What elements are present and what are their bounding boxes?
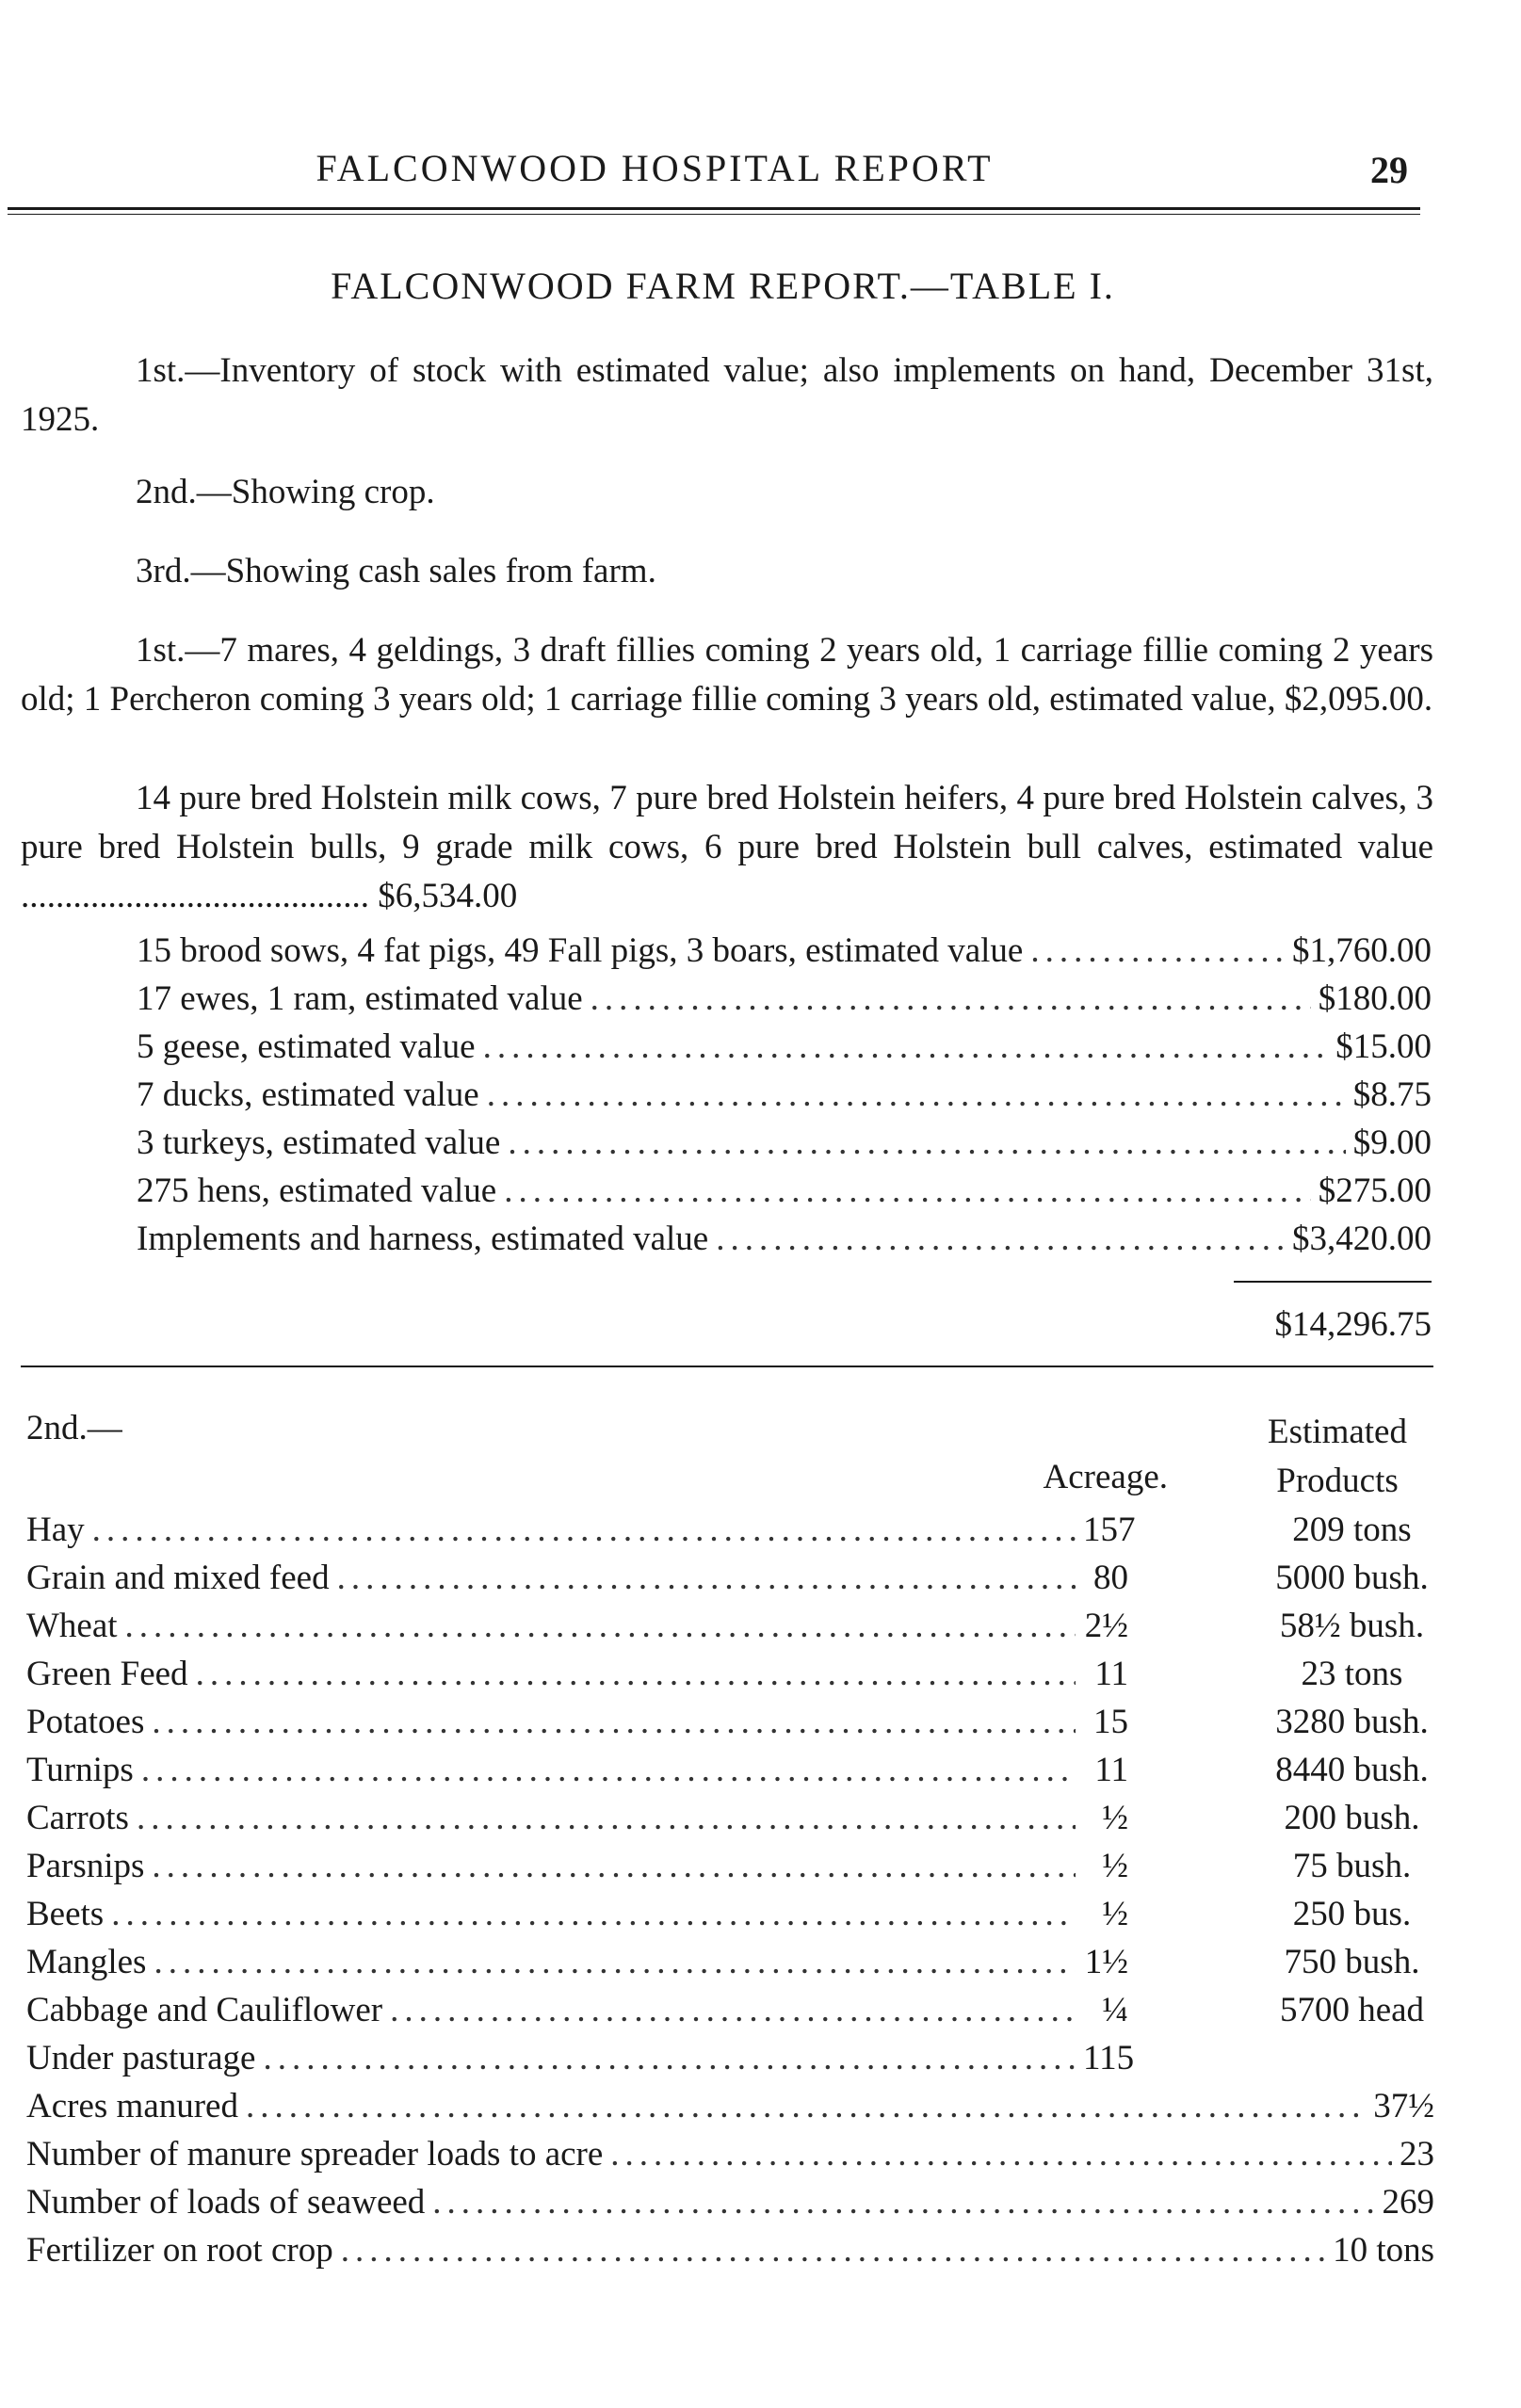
crop-product: 8440 bush.	[1275, 1751, 1429, 1789]
dot-leader	[154, 1939, 1076, 1986]
crop-row	[26, 1843, 1458, 1890]
crop-row	[26, 1939, 1458, 1986]
dot-leader	[504, 1168, 1311, 1215]
crop-line	[26, 1987, 1128, 2034]
crop-name: Under pasturage	[26, 2039, 256, 2077]
dot-leader	[390, 1987, 1076, 2034]
dot-leader	[152, 1843, 1076, 1890]
intro-second: 2nd.—Showing crop.	[136, 473, 435, 511]
crop-name: Beets	[26, 1895, 105, 1933]
inventory-value: $9.00	[1352, 1123, 1432, 1162]
dot-leader	[487, 1072, 1346, 1119]
running-title: FALCONWOOD HOSPITAL REPORT	[316, 147, 994, 189]
crop-product: 3280 bush.	[1275, 1703, 1429, 1741]
crop-name: Turnips	[26, 1751, 134, 1789]
intro-first: 1st.—Inventory of stock with estimated value; also implements on hand, December 31st, 1925.	[21, 351, 1433, 439]
dot-leader	[263, 2035, 1076, 2082]
inventory-line	[137, 928, 1432, 975]
crop-acreage: 15	[1093, 1703, 1128, 1741]
dot-leader	[92, 1507, 1076, 1554]
crop-line	[26, 1603, 1128, 1650]
crop-acreage: 115	[1083, 2039, 1135, 2077]
crop-acreage: ¼	[1102, 1991, 1128, 2029]
crop-name: Grain and mixed feed	[26, 1559, 330, 1597]
crop-row	[26, 1555, 1458, 1602]
misc-label: Fertilizer on root crop	[26, 2231, 333, 2270]
inventory-label: 275 hens, estimated value	[137, 1172, 497, 1210]
header-rule	[8, 207, 1420, 215]
inventory-value: $1,760.00	[1292, 931, 1432, 970]
misc-value: 23	[1400, 2135, 1434, 2174]
crop-line	[26, 1843, 1128, 1890]
crop-line	[26, 1939, 1128, 1986]
intro-third: 3rd.—Showing cash sales from farm.	[136, 552, 656, 590]
misc-line	[26, 2131, 1434, 2178]
running-head	[0, 146, 1521, 202]
crop-acreage: 80	[1093, 1559, 1128, 1597]
misc-label: Number of manure spreader loads to acre	[26, 2135, 604, 2174]
inventory-label: 5 geese, estimated value	[137, 1027, 476, 1066]
dot-leader	[246, 2083, 1366, 2130]
crop-row	[26, 1795, 1458, 1842]
crop-product: 250 bus.	[1292, 1895, 1412, 1933]
misc-value: 10 tons	[1333, 2231, 1434, 2270]
crop-line	[26, 1555, 1128, 1602]
inventory-total: $14,296.75	[1274, 1305, 1432, 1344]
crop-acreage: ½	[1102, 1847, 1128, 1885]
dot-leader	[483, 1024, 1329, 1071]
crop-line	[26, 1795, 1128, 1842]
dot-leader	[341, 2227, 1325, 2274]
crop-name: Cabbage and Cauliflower	[26, 1991, 383, 2029]
inventory-cattle: 14 pure bred Holstein milk cows, 7 pure bred Holstein heifers, 4 pure bred Holstein calves, 3 pure bred Holstein bulls, 9 grade milk cows, 6 pure bred Holstein bull calves, estimated value ........................................ $6,534.00	[21, 779, 1433, 915]
dot-leader	[432, 2179, 1374, 2226]
inventory-label: 3 turkeys, estimated value	[137, 1123, 501, 1162]
crop-acreage: 1½	[1084, 1943, 1128, 1981]
crop-line	[26, 1651, 1128, 1698]
inventory-value: $15.00	[1335, 1027, 1432, 1066]
crop-product: 200 bush.	[1284, 1799, 1420, 1837]
crop-line	[26, 2035, 1135, 2082]
dot-leader	[137, 1795, 1076, 1842]
table-title: FALCONWOOD FARM REPORT.—TABLE I.	[331, 265, 1115, 307]
dot-leader	[610, 2131, 1392, 2178]
crop-row	[26, 1507, 1458, 1554]
crop-acreage: ½	[1102, 1895, 1128, 1933]
crop-acreage: 157	[1083, 1511, 1136, 1549]
page-number: 29	[1370, 149, 1408, 191]
crop-acreage: 2½	[1084, 1607, 1128, 1645]
inventory-label: 15 brood sows, 4 fat pigs, 49 Fall pigs, 3 boars, estimated value	[137, 931, 1024, 970]
inventory-line	[137, 976, 1432, 1023]
crop-name: Hay	[26, 1511, 85, 1549]
misc-value: 269	[1382, 2183, 1434, 2222]
inventory-line	[137, 1216, 1432, 1263]
misc-line	[26, 2083, 1434, 2130]
crop-row	[26, 1651, 1458, 1698]
crop-name: Parsnips	[26, 1847, 145, 1885]
products-header-line1: Estimated	[1268, 1413, 1407, 1451]
dot-leader	[716, 1216, 1285, 1263]
inventory-value: $8.75	[1352, 1075, 1432, 1114]
crops-section-label: 2nd.—	[26, 1409, 122, 1447]
dot-leader	[337, 1555, 1076, 1602]
crop-acreage: ½	[1102, 1799, 1128, 1837]
crop-product: 58½ bush.	[1279, 1607, 1425, 1645]
misc-label: Number of loads of seaweed	[26, 2183, 426, 2222]
crop-name: Carrots	[26, 1799, 129, 1837]
crop-product: 5000 bush.	[1275, 1559, 1429, 1597]
crop-product: 75 bush.	[1292, 1847, 1412, 1885]
crop-name: Mangles	[26, 1943, 147, 1981]
inventory-label: Implements and harness, estimated value	[137, 1220, 709, 1258]
crop-row	[26, 1987, 1458, 2034]
crop-name: Potatoes	[26, 1703, 145, 1741]
crop-row	[26, 1699, 1458, 1746]
crop-line	[26, 1891, 1128, 1938]
products-column-header	[1224, 1408, 1450, 1506]
inventory-line	[137, 1072, 1432, 1119]
crop-product: 23 tons	[1301, 1655, 1403, 1693]
inventory-horses: 1st.—7 mares, 4 geldings, 3 draft fillies coming 2 years old, 1 carriage fillie coming 2 years old; 1 Percheron coming 3 years old; 1 carriage fillie coming 3 years old, estimated value, $2,095.00.	[21, 631, 1433, 719]
products-header-line2: Products	[1276, 1462, 1399, 1500]
dot-leader	[111, 1891, 1076, 1938]
crop-name: Wheat	[26, 1607, 118, 1645]
dot-leader	[591, 976, 1311, 1023]
misc-label: Acres manured	[26, 2087, 238, 2125]
inventory-label: 17 ewes, 1 ram, estimated value	[137, 979, 583, 1018]
inventory-value: $180.00	[1318, 979, 1432, 1018]
crop-row	[26, 1747, 1458, 1794]
dot-leader	[125, 1603, 1076, 1650]
inventory-line	[137, 1120, 1432, 1167]
inventory-value: $275.00	[1318, 1172, 1432, 1210]
crop-product: 209 tons	[1292, 1511, 1412, 1549]
dot-leader	[141, 1747, 1076, 1794]
crop-row	[26, 2035, 1458, 2082]
crop-line	[26, 1507, 1136, 1554]
dot-leader	[152, 1699, 1076, 1746]
inventory-label: 7 ducks, estimated value	[137, 1075, 479, 1114]
crop-line	[26, 1747, 1128, 1794]
total-rule	[1234, 1281, 1432, 1283]
crop-product: 5700 head	[1279, 1991, 1425, 2029]
crop-product: 750 bush.	[1284, 1943, 1420, 1981]
dot-leader	[508, 1120, 1345, 1167]
misc-value: 37½	[1373, 2087, 1434, 2125]
section-rule	[21, 1366, 1433, 1367]
crop-acreage: 11	[1094, 1655, 1128, 1693]
crop-row	[26, 1891, 1458, 1938]
crop-row	[26, 1603, 1458, 1650]
inventory-line	[137, 1024, 1432, 1071]
misc-line	[26, 2227, 1434, 2274]
acreage-column-header: Acreage.	[1043, 1458, 1168, 1496]
misc-line	[26, 2179, 1434, 2226]
crop-acreage: 11	[1094, 1751, 1128, 1789]
inventory-line	[137, 1168, 1432, 1215]
dot-leader	[1030, 928, 1285, 975]
crop-line	[26, 1699, 1128, 1746]
dot-leader	[196, 1651, 1076, 1698]
crop-name: Green Feed	[26, 1655, 188, 1693]
inventory-value: $3,420.00	[1292, 1220, 1432, 1258]
